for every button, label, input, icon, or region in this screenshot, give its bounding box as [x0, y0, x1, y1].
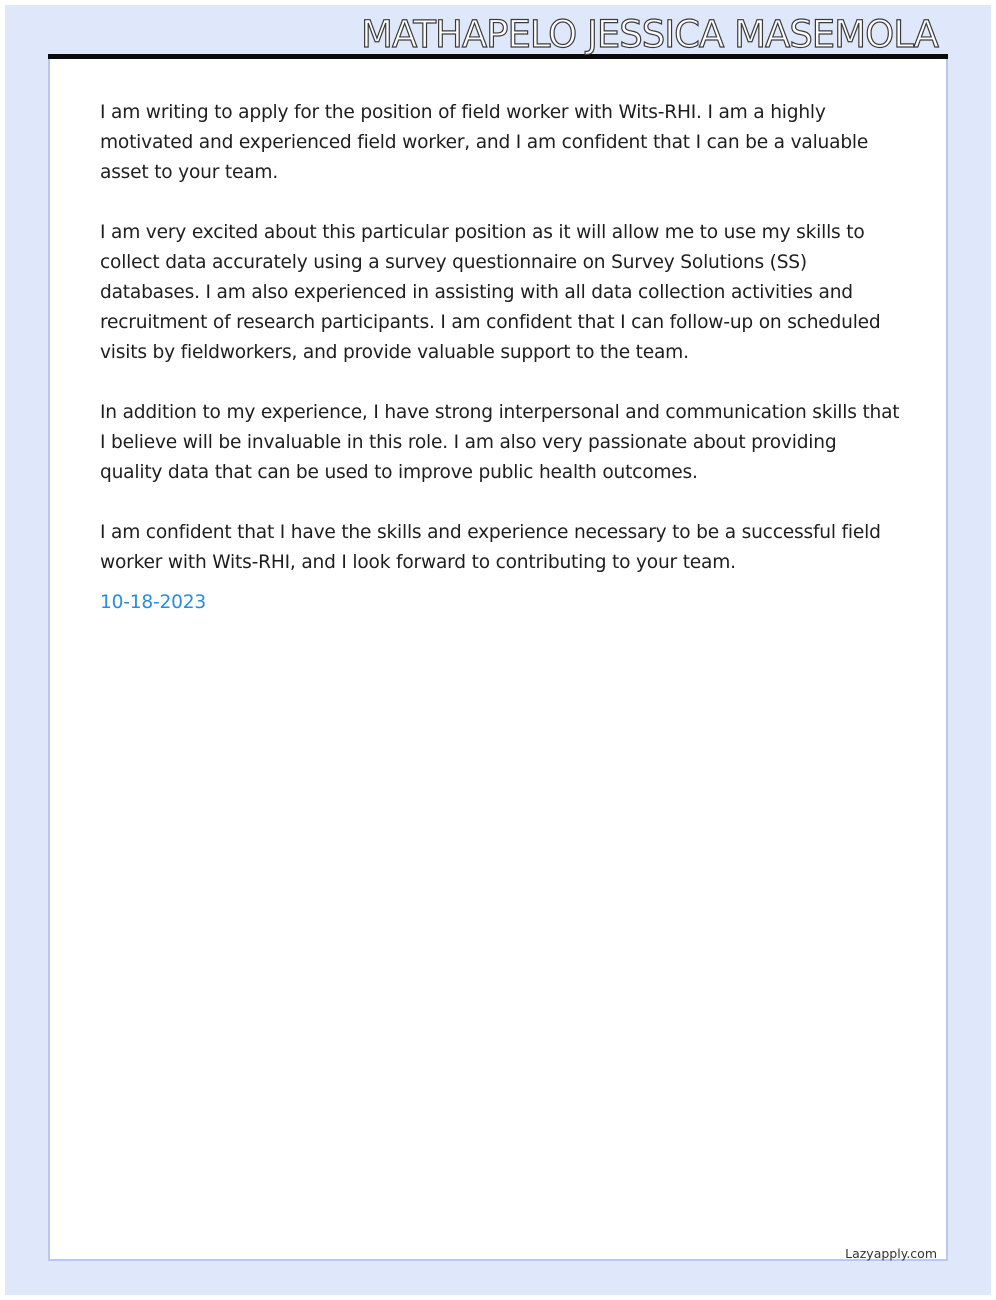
letter-paragraph-skills: I am very excited about this particular position as it will allow me to use my skills to collect data accurately using a survey questionnaire on Survey Solutions (SS) databases. I am also experienced in assisting with all data collection activities and recruitment of research participants. I am confident that I can follow-up on scheduled visits by fieldworkers, and provide valuable support to the team. — [100, 222, 881, 363]
watermark-text: Lazyapply.com — [845, 1246, 937, 1261]
applicant-name: MATHAPELO JESSICA MASEMOLA — [361, 13, 938, 56]
letter-body — [100, 98, 900, 618]
letter-date: 10-18-2023 — [100, 592, 207, 613]
letter-paragraph-intro: I am writing to apply for the position of field worker with Wits-RHI. I am a highly motivated and experienced field worker, and I am confident that I can be a valuable asset to your team. — [100, 102, 869, 183]
letter-paragraph-closing: I am confident that I have the skills and experience necessary to be a successful field worker with Wits-RHI, and I look forward to contributing to your team. — [100, 522, 881, 573]
letter-paragraph-interpersonal: In addition to my experience, I have strong interpersonal and communication skills that I believe will be invaluable in this role. I am also very passionate about providing quality data that can be used to improve public health outcomes. — [100, 402, 900, 483]
